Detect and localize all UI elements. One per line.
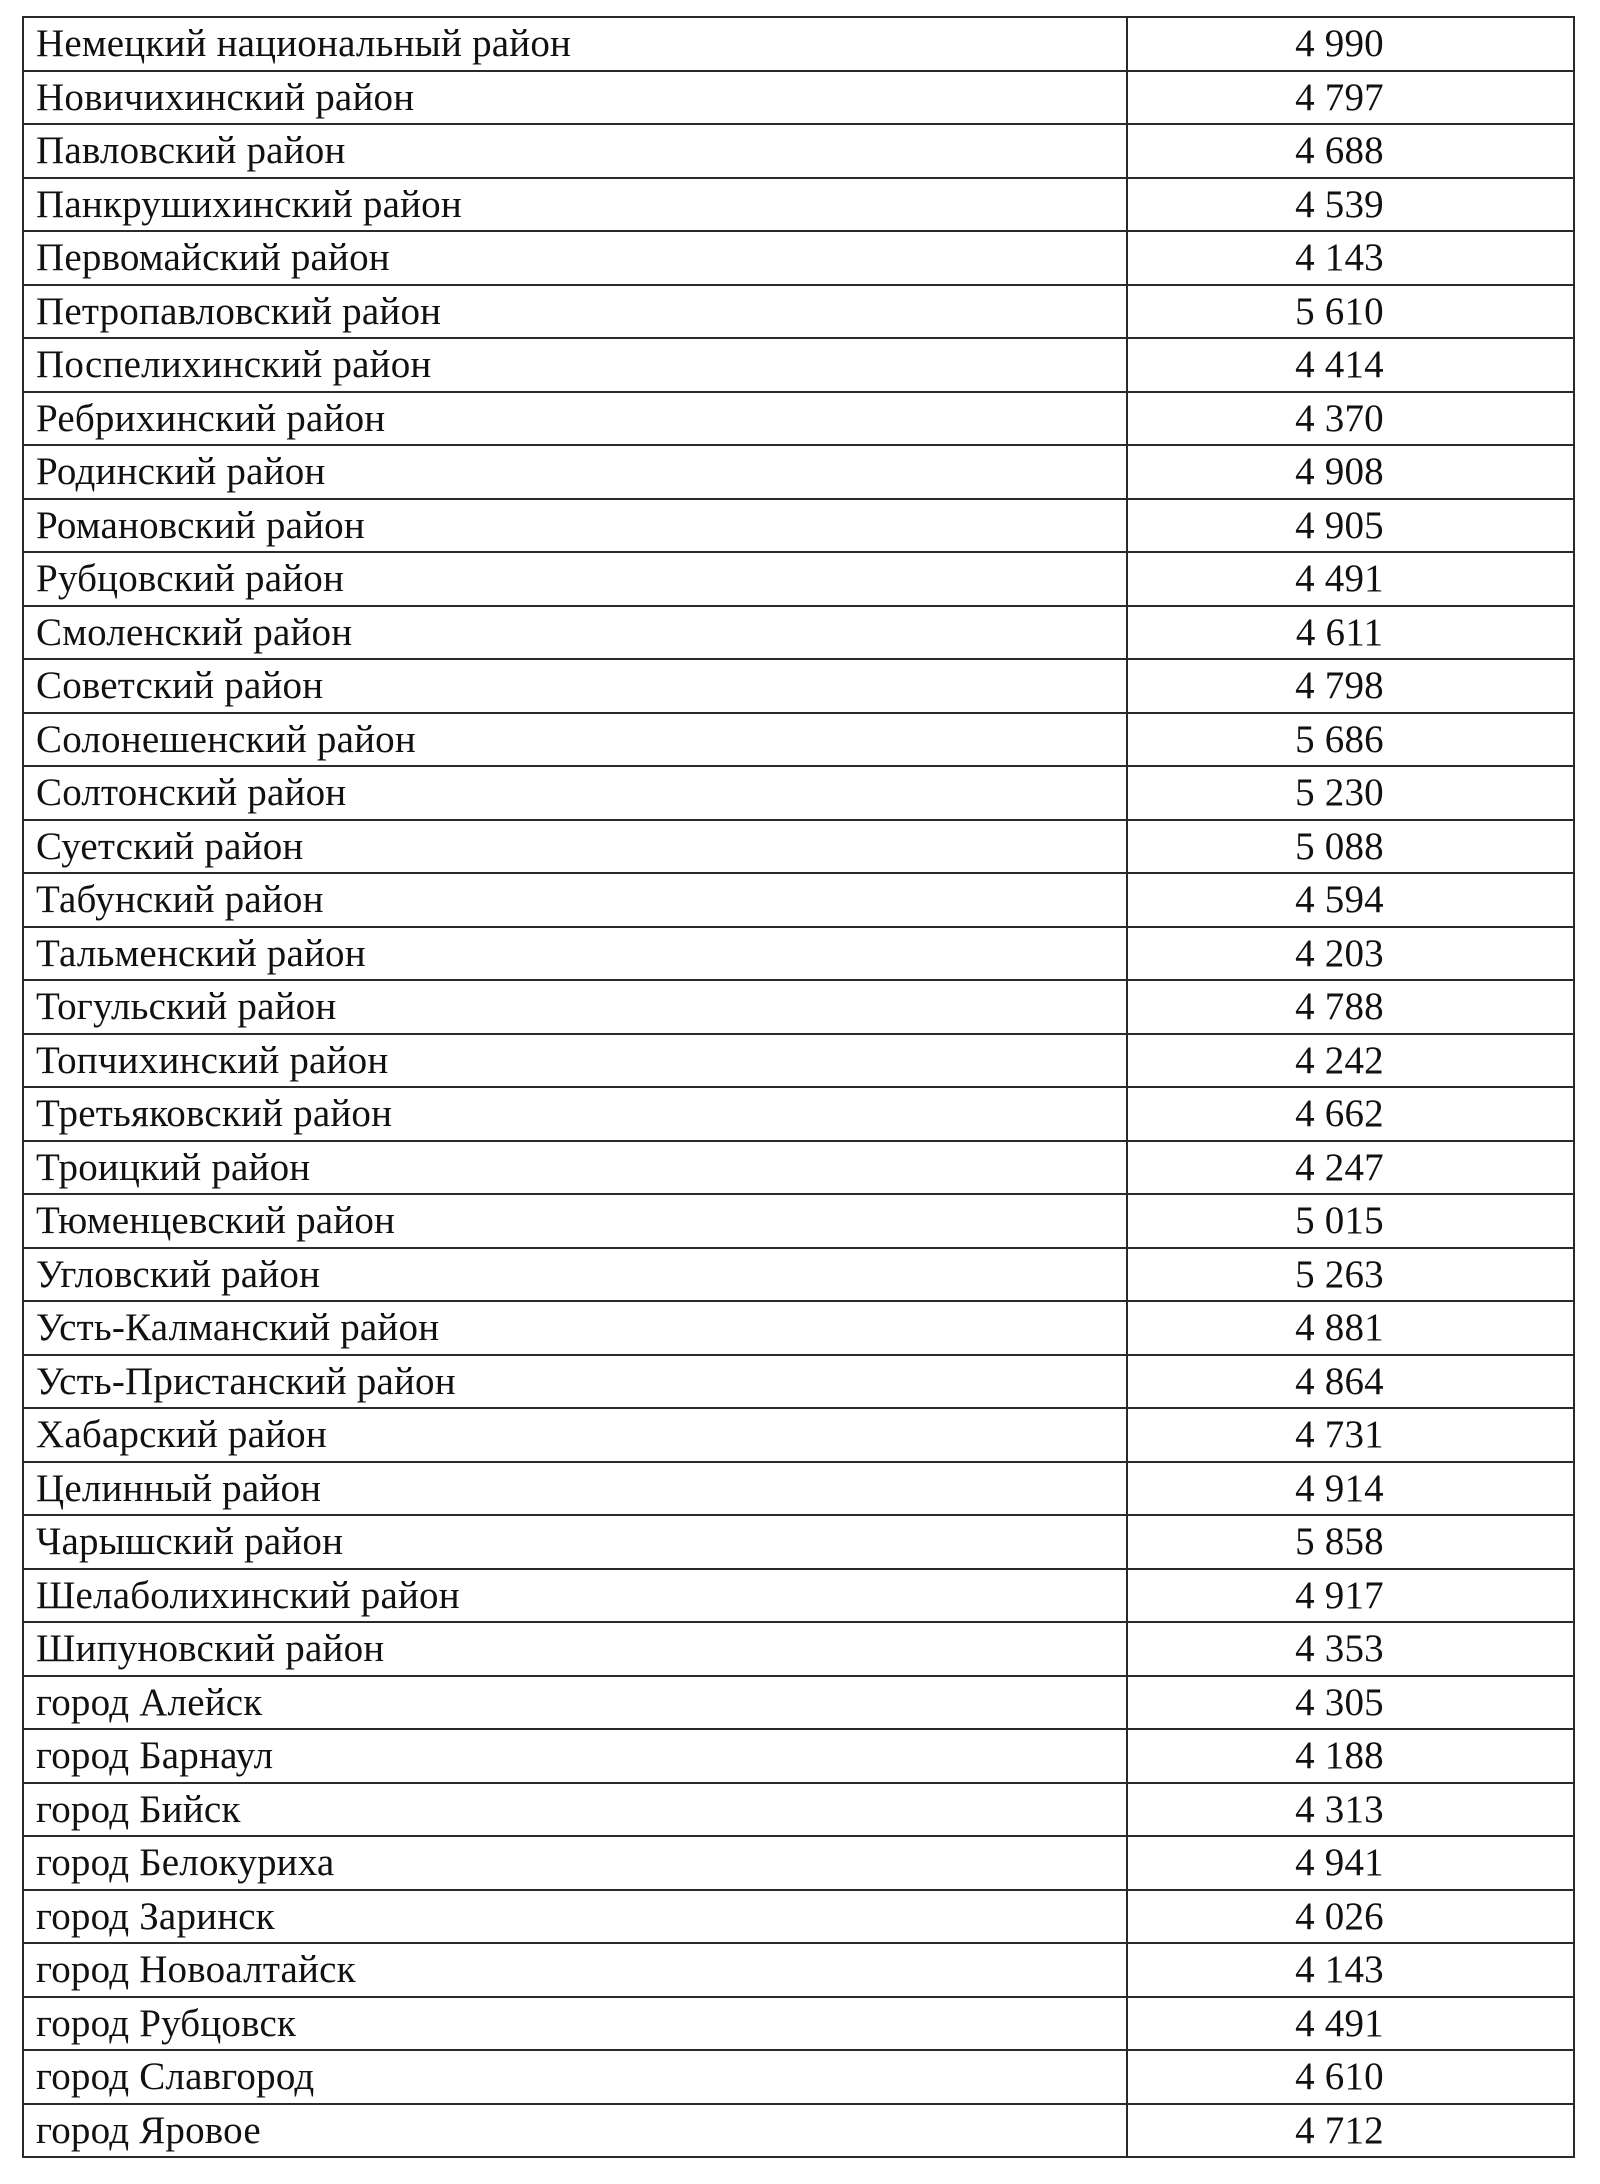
value-cell: 4 491 xyxy=(1127,552,1574,606)
district-name-cell: Солтонский район xyxy=(23,766,1127,820)
table-row xyxy=(23,1034,1574,1088)
district-name-cell: Шипуновский район xyxy=(23,1622,1127,1676)
value-cell: 4 908 xyxy=(1127,445,1574,499)
table-row xyxy=(23,1515,1574,1569)
table-row xyxy=(23,1141,1574,1195)
district-name-cell: Солонешенский район xyxy=(23,713,1127,767)
value-cell: 4 990 xyxy=(1127,17,1574,71)
value-cell: 4 594 xyxy=(1127,873,1574,927)
district-name-cell: Первомайский район xyxy=(23,231,1127,285)
value-cell: 4 662 xyxy=(1127,1087,1574,1141)
table-row xyxy=(23,1729,1574,1783)
table-row xyxy=(23,766,1574,820)
table-row xyxy=(23,713,1574,767)
table-row xyxy=(23,231,1574,285)
value-cell: 5 858 xyxy=(1127,1515,1574,1569)
table-row xyxy=(23,927,1574,981)
table-row xyxy=(23,1248,1574,1302)
value-cell: 4 414 xyxy=(1127,338,1574,392)
district-name-cell: Табунский район xyxy=(23,873,1127,927)
district-name-cell: Рубцовский район xyxy=(23,552,1127,606)
table-row xyxy=(23,1836,1574,1890)
value-cell: 4 143 xyxy=(1127,231,1574,285)
value-cell: 4 905 xyxy=(1127,499,1574,553)
table-row xyxy=(23,1943,1574,1997)
table-row xyxy=(23,1890,1574,1944)
district-name-cell: Панкрушихинский район xyxy=(23,178,1127,232)
district-name-cell: Тогульский район xyxy=(23,980,1127,1034)
value-cell: 4 539 xyxy=(1127,178,1574,232)
value-cell: 4 688 xyxy=(1127,124,1574,178)
value-cell: 4 917 xyxy=(1127,1569,1574,1623)
district-name-cell: Угловский район xyxy=(23,1248,1127,1302)
value-cell: 5 015 xyxy=(1127,1194,1574,1248)
table-body xyxy=(23,17,1574,2157)
value-cell: 4 313 xyxy=(1127,1783,1574,1837)
value-cell: 4 242 xyxy=(1127,1034,1574,1088)
district-name-cell: Усть-Пристанский район xyxy=(23,1355,1127,1409)
value-cell: 5 686 xyxy=(1127,713,1574,767)
district-name-cell: город Бийск xyxy=(23,1783,1127,1837)
district-name-cell: город Белокуриха xyxy=(23,1836,1127,1890)
value-cell: 5 263 xyxy=(1127,1248,1574,1302)
district-name-cell: Троицкий район xyxy=(23,1141,1127,1195)
district-name-cell: Ребрихинский район xyxy=(23,392,1127,446)
table-row xyxy=(23,124,1574,178)
value-cell: 4 491 xyxy=(1127,1997,1574,2051)
value-cell: 4 026 xyxy=(1127,1890,1574,1944)
district-name-cell: Смоленский район xyxy=(23,606,1127,660)
table-row xyxy=(23,552,1574,606)
value-cell: 4 353 xyxy=(1127,1622,1574,1676)
district-name-cell: Немецкий национальный район xyxy=(23,17,1127,71)
district-name-cell: Чарышский район xyxy=(23,1515,1127,1569)
value-cell: 4 731 xyxy=(1127,1408,1574,1462)
table-row xyxy=(23,178,1574,232)
table-row xyxy=(23,1462,1574,1516)
district-name-cell: Советский район xyxy=(23,659,1127,713)
district-name-cell: Родинский район xyxy=(23,445,1127,499)
value-cell: 4 203 xyxy=(1127,927,1574,981)
table-row xyxy=(23,2104,1574,2158)
district-name-cell: Тальменский район xyxy=(23,927,1127,981)
district-name-cell: город Алейск xyxy=(23,1676,1127,1730)
district-name-cell: город Заринск xyxy=(23,1890,1127,1944)
table-row xyxy=(23,980,1574,1034)
value-cell: 4 788 xyxy=(1127,980,1574,1034)
table-row xyxy=(23,606,1574,660)
value-cell: 4 881 xyxy=(1127,1301,1574,1355)
value-cell: 5 088 xyxy=(1127,820,1574,874)
value-cell: 4 611 xyxy=(1127,606,1574,660)
value-cell: 4 712 xyxy=(1127,2104,1574,2158)
table-row xyxy=(23,1301,1574,1355)
table-row xyxy=(23,1194,1574,1248)
table-row xyxy=(23,1569,1574,1623)
district-name-cell: Павловский район xyxy=(23,124,1127,178)
table-row xyxy=(23,1408,1574,1462)
district-name-cell: город Барнаул xyxy=(23,1729,1127,1783)
table-row xyxy=(23,392,1574,446)
district-name-cell: Шелаболихинский район xyxy=(23,1569,1127,1623)
table-row xyxy=(23,285,1574,339)
value-cell: 4 914 xyxy=(1127,1462,1574,1516)
table-row xyxy=(23,1355,1574,1409)
table-row xyxy=(23,1676,1574,1730)
value-cell: 4 798 xyxy=(1127,659,1574,713)
value-cell: 4 143 xyxy=(1127,1943,1574,1997)
value-cell: 5 610 xyxy=(1127,285,1574,339)
data-table xyxy=(22,16,1575,2158)
table-row xyxy=(23,17,1574,71)
district-name-cell: Суетский район xyxy=(23,820,1127,874)
value-cell: 4 797 xyxy=(1127,71,1574,125)
table-row xyxy=(23,659,1574,713)
district-name-cell: Поспелихинский район xyxy=(23,338,1127,392)
table-row xyxy=(23,1622,1574,1676)
table-row xyxy=(23,873,1574,927)
value-cell: 4 864 xyxy=(1127,1355,1574,1409)
table-row xyxy=(23,445,1574,499)
value-cell: 4 610 xyxy=(1127,2050,1574,2104)
district-name-cell: Петропавловский район xyxy=(23,285,1127,339)
table-row xyxy=(23,338,1574,392)
table-row xyxy=(23,1087,1574,1141)
district-name-cell: Романовский район xyxy=(23,499,1127,553)
district-name-cell: Новичихинский район xyxy=(23,71,1127,125)
value-cell: 5 230 xyxy=(1127,766,1574,820)
table-row xyxy=(23,2050,1574,2104)
district-name-cell: Усть-Калманский район xyxy=(23,1301,1127,1355)
value-cell: 4 188 xyxy=(1127,1729,1574,1783)
table-row xyxy=(23,71,1574,125)
district-name-cell: Третьяковский район xyxy=(23,1087,1127,1141)
district-name-cell: город Яровое xyxy=(23,2104,1127,2158)
value-cell: 4 247 xyxy=(1127,1141,1574,1195)
district-name-cell: Топчихинский район xyxy=(23,1034,1127,1088)
table-row xyxy=(23,1997,1574,2051)
value-cell: 4 305 xyxy=(1127,1676,1574,1730)
table-row xyxy=(23,499,1574,553)
table-row xyxy=(23,1783,1574,1837)
district-name-cell: Тюменцевский район xyxy=(23,1194,1127,1248)
value-cell: 4 370 xyxy=(1127,392,1574,446)
district-name-cell: город Новоалтайск xyxy=(23,1943,1127,1997)
value-cell: 4 941 xyxy=(1127,1836,1574,1890)
district-name-cell: город Рубцовск xyxy=(23,1997,1127,2051)
district-name-cell: Хабарский район xyxy=(23,1408,1127,1462)
district-name-cell: Целинный район xyxy=(23,1462,1127,1516)
district-name-cell: город Славгород xyxy=(23,2050,1127,2104)
table-row xyxy=(23,820,1574,874)
